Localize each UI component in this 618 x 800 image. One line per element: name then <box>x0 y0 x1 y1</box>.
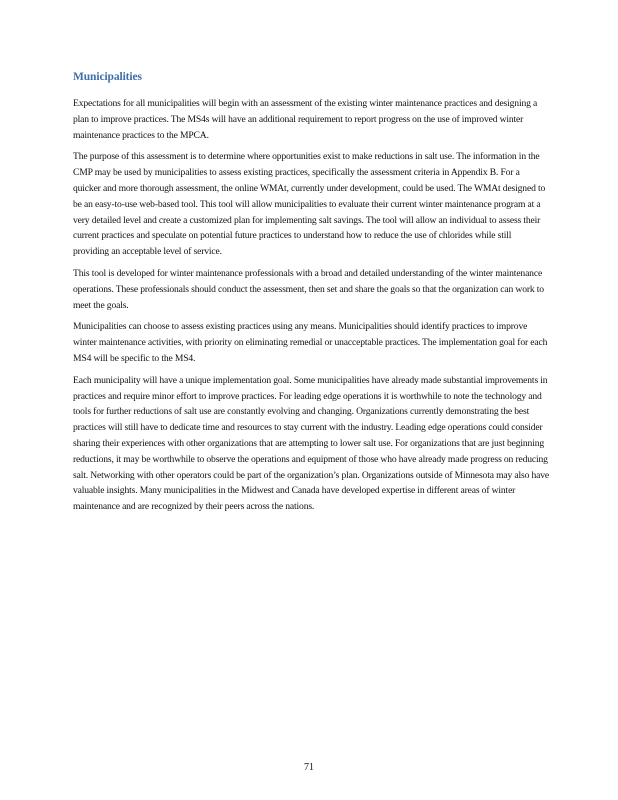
paragraph-tool-audience: This tool is developed for winter maintenance professionals with a broad and detailed understanding of the winter maintenance operations. These professionals should conduct the assessment, then set and share the goals so that the organization can work to meet the goals. <box>73 267 544 311</box>
body-text <box>73 96 549 521</box>
paragraph-assessment-means: Municipalities can choose to assess existing practices using any means. Municipalities should identify practices to improve winter maintenance activities, with priority on eliminating remedial or unacceptable practices. The implementation goal for each MS4 will be specific to the MS4. <box>73 321 548 364</box>
section-heading: Municipalities <box>73 71 142 83</box>
paragraph-purpose: The purpose of this assessment is to determine where opportunities exist to make reductions in salt use. The information in the CMP may be used by municipalities to assess existing practices, specifically the assessment criteria in Appendix B. For a quicker and more thorough assessment, the online WMAt, currently under development, could be used. The WMAt designed to be an easy-to-use web-based tool. This tool will allow municipalities to evaluate their current winter maintenance program at a very detailed level and create a customized plan for implementing salt savings. The tool will allow an individual to assess their current practices and speculate on potential future practices to understand how to reduce the use of chlorides while still providing an acceptable level of service. <box>73 151 546 258</box>
paragraph-implementation-goal: Each municipality will have a unique implementation goal. Some municipalities have already made substantial improvements in practices and require minor effort to improve practices. For leading edge operations it is worthwhile to note the technology and tools for further reductions of salt use are constantly evolving and changing. Organizations currently demonstrating the best practices will still have to dedicate time and resources to stay current with the industry. Leading edge operations could consider sharing their experiences with other organizations that are attempting to lower salt use. For organizations that are just beginning reductions, it may be worthwhile to observe the operations and equipment of those who have already made progress on reducing salt. Networking with other operators could be part of the organization’s plan. Organizations outside of Minnesota may also have valuable insights. Many municipalities in the Midwest and Canada have developed expertise in different areas of winter maintenance and are recognized by their peers across the nations. <box>73 374 550 513</box>
paragraph-expectations: Expectations for all municipalities will begin with an assessment of the existing winter maintenance practices and designing a plan to improve practices. The MS4s will have an additional requirement to report progress on the use of improved winter maintenance practices to the MPCA. <box>73 98 538 141</box>
page-number: 71 <box>304 762 314 773</box>
